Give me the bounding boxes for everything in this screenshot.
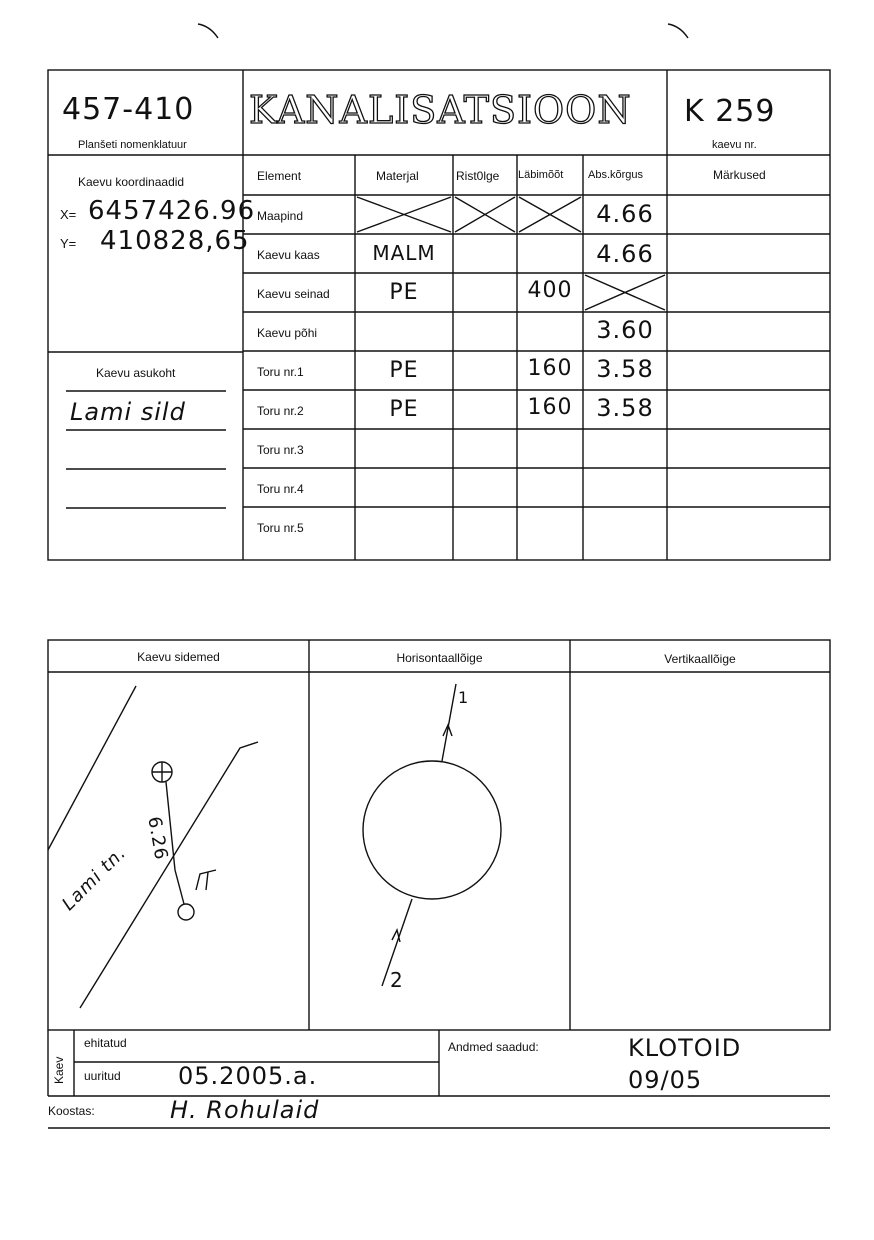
header-diameter: Läbimõõt	[518, 169, 564, 181]
location-value: Lami sild	[70, 398, 186, 426]
row-height: 3.60	[596, 316, 654, 344]
coordinates-label: Kaevu koordinaadid	[78, 175, 185, 189]
row-material: PE	[389, 358, 419, 383]
row-element: Kaevu kaas	[257, 248, 320, 262]
vertical-section-heading: Vertikaallõige	[664, 652, 736, 666]
y-coordinate-value: 410828,65	[100, 226, 250, 256]
ties-heading: Kaevu sidemed	[137, 650, 220, 664]
form-title: KANALISATSIOON	[249, 88, 632, 132]
compiled-by-label: Koostas:	[48, 1104, 95, 1118]
surveyed-date: 05.2005.a.	[178, 1062, 318, 1090]
row-element: Toru nr.4	[257, 482, 304, 496]
header-notes: Märkused	[713, 168, 766, 182]
horizontal-section-heading: Horisontaallõige	[396, 651, 483, 665]
well-plan-circle	[363, 761, 501, 899]
row-height: 3.58	[596, 394, 654, 422]
data-received-label: Andmed saadud:	[448, 1040, 539, 1054]
nomenclature-value: 457-410	[62, 92, 195, 127]
row-element: Kaevu seinad	[257, 287, 330, 301]
row-diameter: 160	[527, 356, 573, 381]
header-section: Rist0lge	[456, 169, 500, 183]
distance-label: 6.26	[143, 815, 172, 863]
punch-mark-left	[198, 24, 218, 38]
well-number-value: K 259	[684, 94, 776, 129]
data-source: KLOTOID	[628, 1034, 742, 1062]
row-material: PE	[389, 397, 419, 422]
y-coordinate-label: Y=	[60, 236, 77, 251]
kaev-label: Kaev	[52, 1056, 66, 1084]
row-diameter: 400	[527, 278, 573, 303]
row-element: Toru nr.2	[257, 404, 304, 418]
row-diameter: 160	[527, 395, 573, 420]
row-material: MALM	[372, 241, 436, 265]
surveyed-label: uuritud	[84, 1069, 121, 1083]
road-label: Lami tn.	[58, 842, 131, 915]
row-height: 4.66	[596, 200, 654, 228]
built-label: ehitatud	[84, 1036, 127, 1050]
data-date: 09/05	[628, 1066, 703, 1094]
header-element: Element	[257, 169, 302, 183]
compiled-by-value: H. Rohulaid	[170, 1096, 320, 1124]
row-material: PE	[389, 280, 419, 305]
pipe-2-label: 2	[390, 968, 404, 992]
location-label: Kaevu asukoht	[96, 366, 176, 380]
row-height: 3.58	[596, 355, 654, 383]
row-element: Toru nr.5	[257, 521, 304, 535]
well-number-label: kaevu nr.	[712, 139, 757, 151]
row-height: 4.66	[596, 240, 654, 268]
pipe-1-label: 1	[458, 688, 470, 707]
row-element: Maapind	[257, 209, 304, 223]
header-material: Materjal	[376, 169, 419, 183]
row-element: Toru nr.3	[257, 443, 304, 457]
reference-marker	[196, 870, 216, 890]
pipe-1-line	[442, 684, 456, 761]
row-element: Toru nr.1	[257, 365, 304, 379]
nomenclature-label: Planšeti nomenklatuur	[78, 139, 187, 151]
row-element: Kaevu põhi	[257, 326, 318, 340]
header-abs-height: Abs.kõrgus	[588, 169, 644, 181]
x-coordinate-value: 6457426.96	[88, 196, 256, 226]
punch-mark-right	[668, 24, 688, 38]
x-coordinate-label: X=	[60, 207, 77, 222]
road-edge-line-1	[48, 686, 136, 850]
reference-point	[178, 904, 194, 920]
